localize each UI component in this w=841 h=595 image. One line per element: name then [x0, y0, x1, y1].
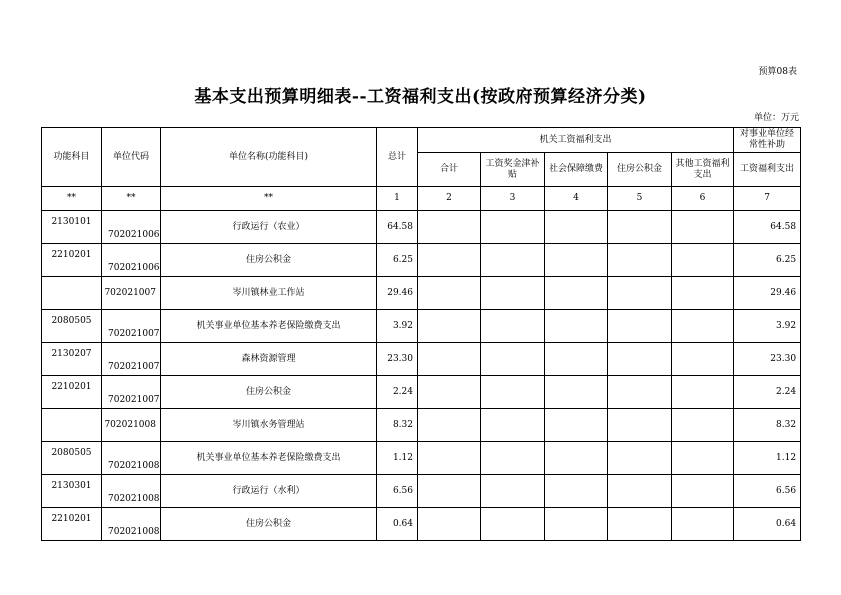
table-row: [42, 442, 801, 475]
header-unit-code: 单位代码: [102, 128, 161, 187]
header-sub-wage: 工资奖金津补贴: [481, 153, 545, 187]
header-group-subsidy: 对事业单位经常性补助: [734, 128, 801, 153]
total-cell: 6.56: [377, 475, 418, 508]
table-row: [42, 310, 801, 343]
func-code-cell: 2130207: [42, 343, 102, 376]
unit-label: 单位：万元: [753, 113, 799, 123]
unit-code-cell: 702021008: [102, 409, 161, 442]
func-code-cell: 2210201: [42, 244, 102, 277]
budget-table: [41, 127, 801, 541]
wage-welfare-cell: 6.25: [734, 244, 801, 277]
unit-name-cell: 机关事业单位基本养老保险缴费支出: [161, 310, 377, 343]
wage-welfare-cell: 23.30: [734, 343, 801, 376]
wage-welfare-cell: 2.24: [734, 376, 801, 409]
func-code-cell: 2130101: [42, 211, 102, 244]
unit-code-cell: 702021006: [102, 211, 161, 244]
table-row: [42, 277, 801, 310]
table-row: [42, 343, 801, 376]
total-cell: 2.24: [377, 376, 418, 409]
table-row: [42, 508, 801, 541]
header-sub-social: 社会保障缴费: [545, 153, 608, 187]
func-code-cell: [42, 409, 102, 442]
func-code-cell: 2210201: [42, 508, 102, 541]
header-group-organ: 机关工资福利支出: [418, 128, 734, 153]
total-cell: 64.58: [377, 211, 418, 244]
index-cell: **: [102, 187, 161, 211]
table-row: [42, 409, 801, 442]
total-cell: 8.32: [377, 409, 418, 442]
header-sub-total: 合计: [418, 153, 481, 187]
unit-name-cell: 岑川镇水务管理站: [161, 409, 377, 442]
func-code-cell: 2080505: [42, 442, 102, 475]
unit-code-cell: 702021006: [102, 244, 161, 277]
wage-welfare-cell: 0.64: [734, 508, 801, 541]
index-cell: 2: [418, 187, 481, 211]
total-cell: 29.46: [377, 277, 418, 310]
unit-code-cell: 702021007: [102, 277, 161, 310]
wage-welfare-cell: 29.46: [734, 277, 801, 310]
unit-code-cell: 702021007: [102, 343, 161, 376]
unit-name-cell: 住房公积金: [161, 244, 377, 277]
func-code-cell: 2080505: [42, 310, 102, 343]
unit-name-cell: 行政运行（水利）: [161, 475, 377, 508]
total-cell: 6.25: [377, 244, 418, 277]
unit-code-cell: 702021008: [102, 475, 161, 508]
unit-name-cell: 森林资源管理: [161, 343, 377, 376]
header-sub-wage-welfare: 工资福利支出: [734, 153, 801, 187]
total-cell: 23.30: [377, 343, 418, 376]
unit-name-cell: 行政运行（农业）: [161, 211, 377, 244]
index-cell: **: [42, 187, 102, 211]
total-cell: 0.64: [377, 508, 418, 541]
unit-name-cell: 机关事业单位基本养老保险缴费支出: [161, 442, 377, 475]
wage-welfare-cell: 1.12: [734, 442, 801, 475]
index-cell: **: [161, 187, 377, 211]
table-row: [42, 376, 801, 409]
header-sub-other: 其他工资福利支出: [672, 153, 734, 187]
header-sub-housing: 住房公积金: [608, 153, 672, 187]
wage-welfare-cell: 3.92: [734, 310, 801, 343]
table-row: [42, 211, 801, 244]
index-cell: 1: [377, 187, 418, 211]
header-unit-name: 单位名称(功能科目): [161, 128, 377, 187]
func-code-cell: 2130301: [42, 475, 102, 508]
index-cell: 7: [734, 187, 801, 211]
index-cell: 3: [481, 187, 545, 211]
unit-code-cell: 702021008: [102, 442, 161, 475]
unit-code-cell: 702021007: [102, 376, 161, 409]
wage-welfare-cell: 64.58: [734, 211, 801, 244]
total-cell: 1.12: [377, 442, 418, 475]
header-func-subject: 功能科目: [42, 128, 102, 187]
func-code-cell: [42, 277, 102, 310]
page-title: 基本支出预算明细表--工资福利支出(按政府预算经济分类): [194, 87, 647, 107]
func-code-cell: 2210201: [42, 376, 102, 409]
unit-code-cell: 702021008: [102, 508, 161, 541]
wage-welfare-cell: 6.56: [734, 475, 801, 508]
unit-name-cell: 住房公积金: [161, 508, 377, 541]
unit-name-cell: 岑川镇林业工作站: [161, 277, 377, 310]
total-cell: 3.92: [377, 310, 418, 343]
index-cell: 6: [672, 187, 734, 211]
table-row: [42, 244, 801, 277]
table-row: [42, 475, 801, 508]
unit-name-cell: 住房公积金: [161, 376, 377, 409]
index-cell: 4: [545, 187, 608, 211]
unit-code-cell: 702021007: [102, 310, 161, 343]
index-cell: 5: [608, 187, 672, 211]
header-total: 总计: [377, 128, 418, 187]
index-row: [42, 187, 801, 211]
table-number: 预算08表: [758, 67, 797, 77]
wage-welfare-cell: 8.32: [734, 409, 801, 442]
